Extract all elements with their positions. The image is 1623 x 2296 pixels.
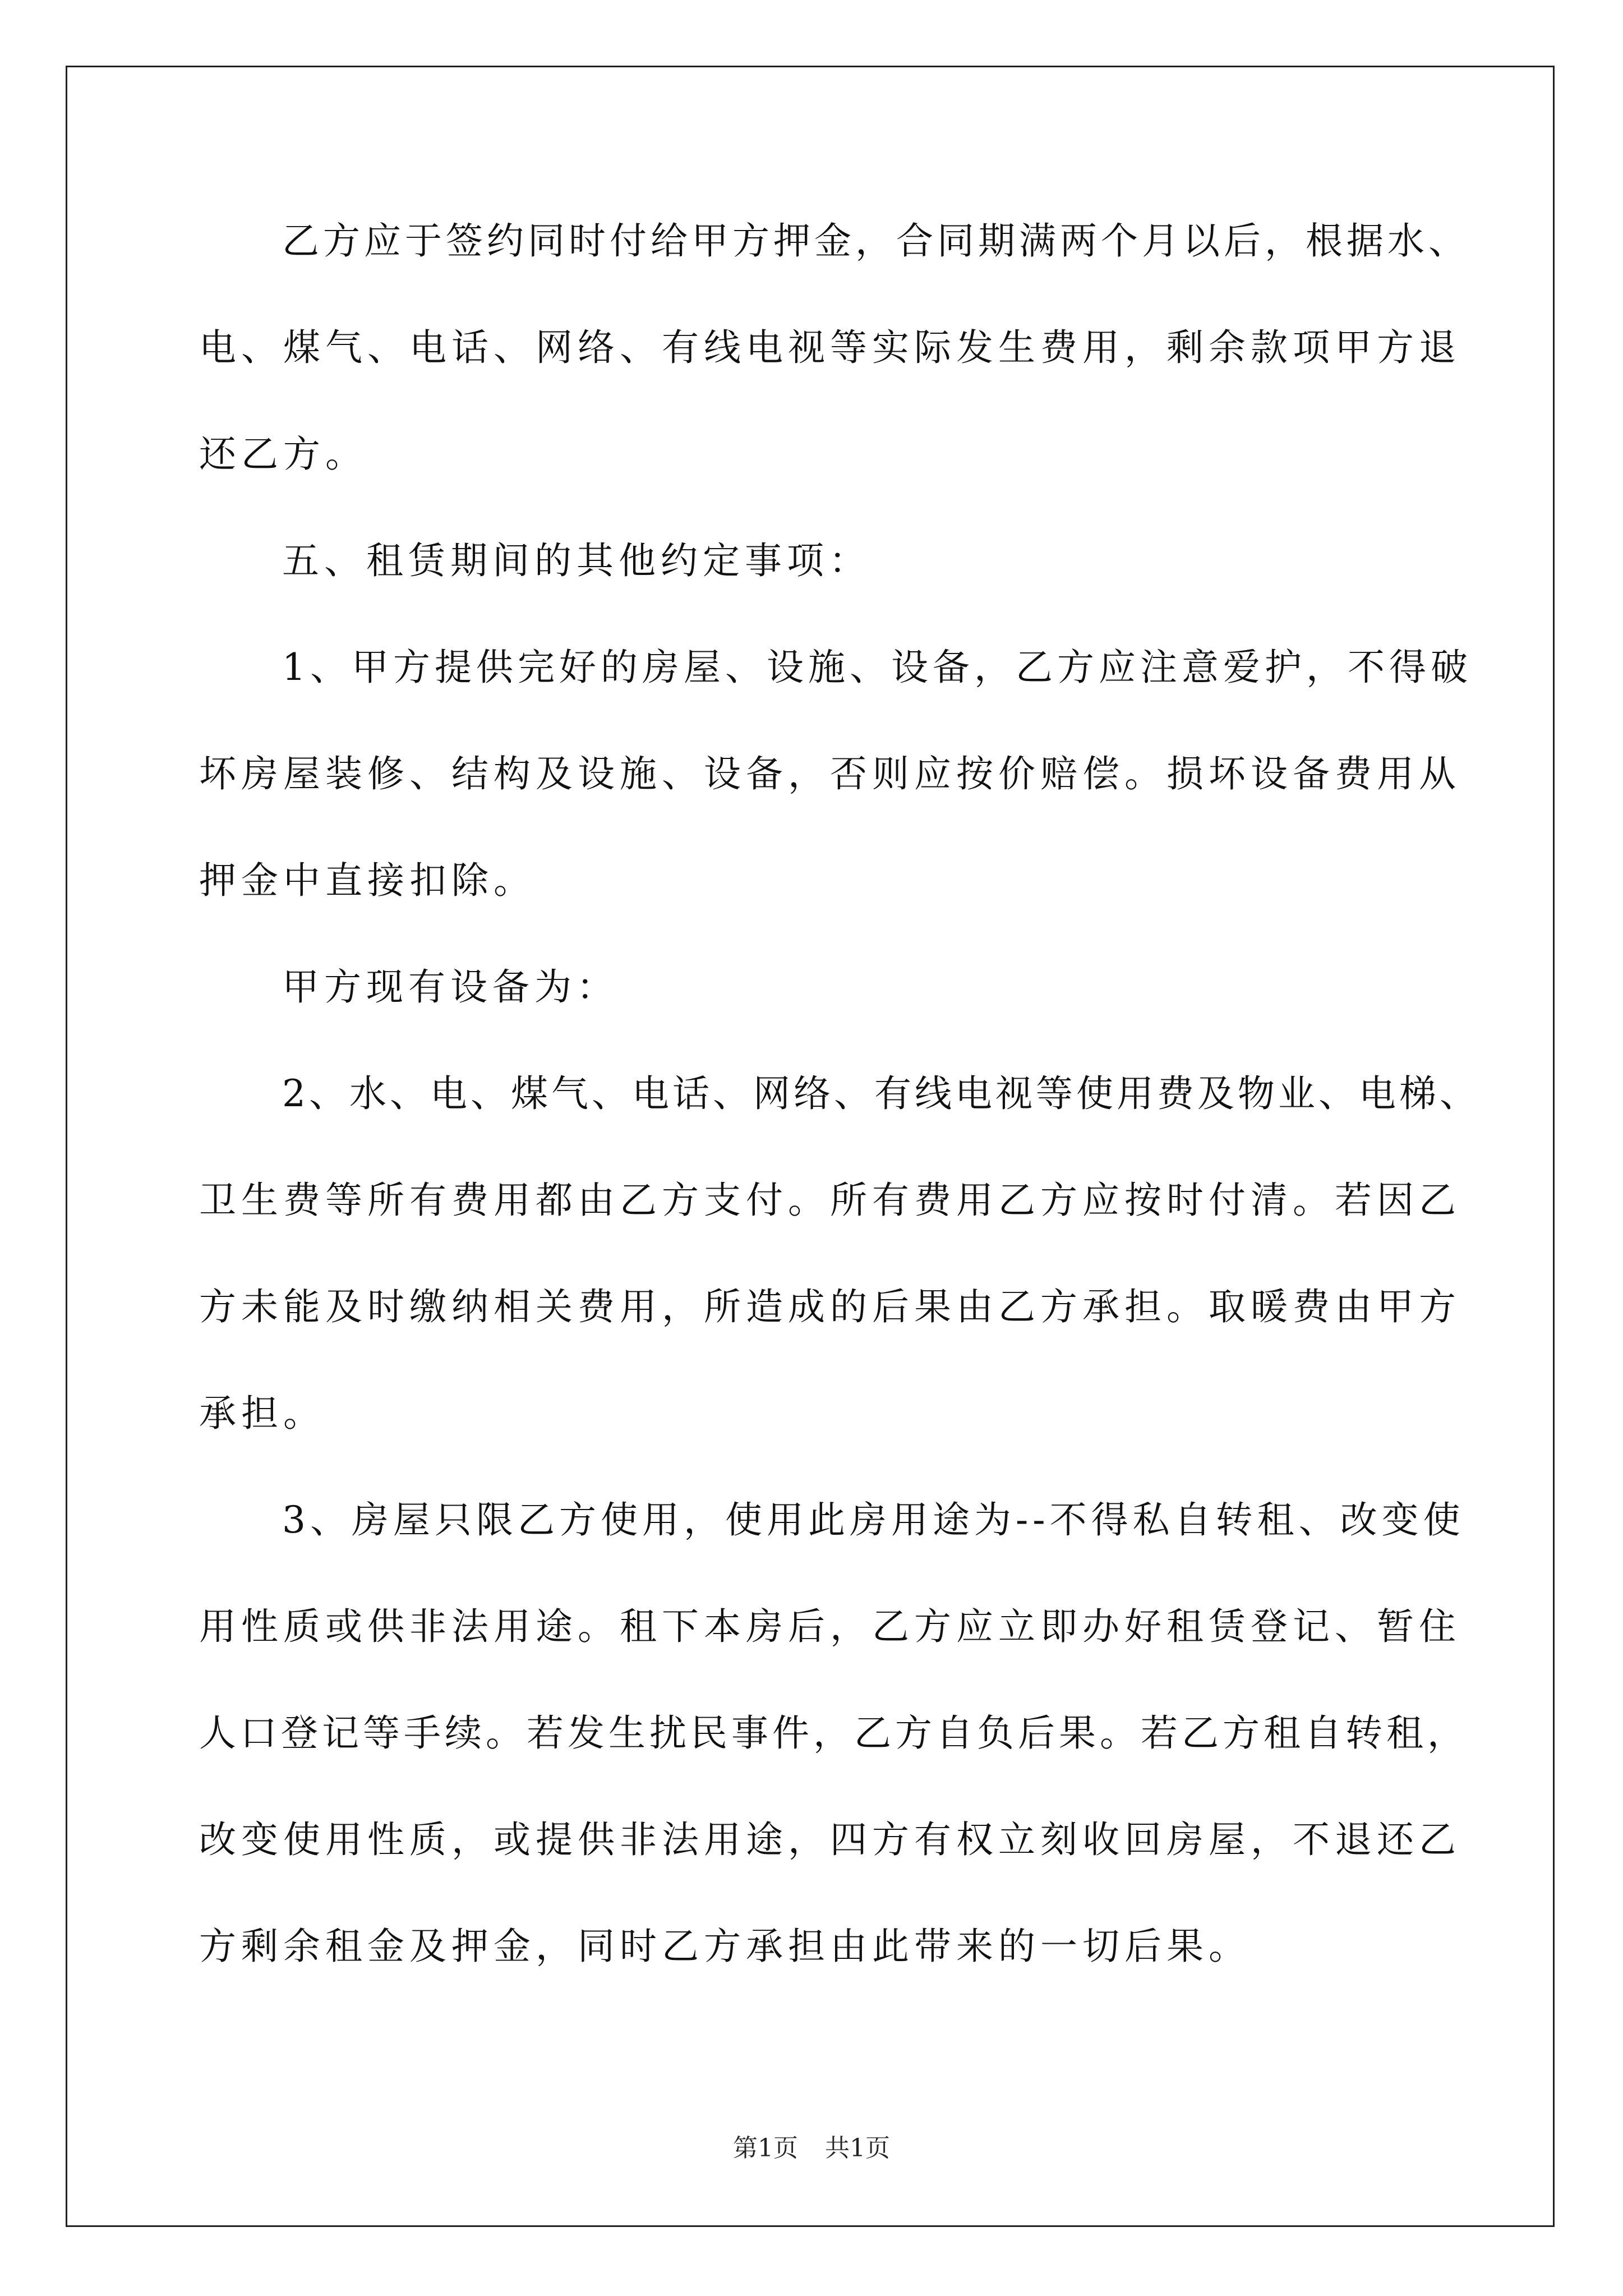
- section-heading-five: 五、租赁期间的其他约定事项：: [282, 539, 871, 582]
- page-footer: [0, 2132, 1623, 2165]
- page-total: 共1页: [825, 2134, 890, 2162]
- clause-1-line-1: 1、甲方提供完好的房屋、设施、设备，乙方应注意爱护，不得破: [282, 646, 1472, 689]
- clause-3-line-3: 人口登记等手续。若发生扰民事件，乙方自负后果。若乙方租自转租，: [199, 1711, 1468, 1755]
- clause-3-line-2: 用性质或供非法用途。租下本房后，乙方应立即办好租赁登记、暂住: [199, 1605, 1461, 1648]
- clause-2-line-2: 卫生费等所有费用都由乙方支付。所有费用乙方应按时付清。若因乙: [199, 1179, 1461, 1222]
- clause-2-line-4: 承担。: [199, 1392, 325, 1435]
- clause-3-line-4: 改变使用性质，或提供非法用途，四方有权立刻收回房屋，不退还乙: [199, 1818, 1461, 1861]
- clause-3-line-5: 方剩余租金及押金，同时乙方承担由此带来的一切后果。: [199, 1925, 1251, 1968]
- paragraph-deposit-line-3: 还乙方。: [199, 432, 367, 476]
- clause-1-line-2: 坏房屋装修、结构及设施、设备，否则应按价赔偿。损坏设备费用从: [199, 752, 1461, 795]
- clause-2-line-1: 2、水、电、煤气、电话、网络、有线电视等使用费及物业、电梯、: [282, 1072, 1480, 1115]
- clause-2-line-3: 方未能及时缴纳相关费用，所造成的后果由乙方承担。取暖费由甲方: [199, 1285, 1461, 1328]
- clause-1-line-3: 押金中直接扣除。: [199, 859, 536, 902]
- equipment-list-label: 甲方现有设备为：: [282, 965, 619, 1009]
- page-number: 第1页: [733, 2134, 798, 2162]
- page-border: [66, 66, 1555, 2227]
- clause-3-line-1: 3、房屋只限乙方使用，使用此房用途为--不得私自转租、改变使: [282, 1498, 1465, 1542]
- paragraph-deposit-line-2: 电、煤气、电话、网络、有线电视等实际发生费用，剩余款项甲方退: [199, 326, 1461, 369]
- paragraph-deposit-line-1: 乙方应于签约同时付给甲方押金，合同期满两个月以后，根据水、: [282, 219, 1469, 263]
